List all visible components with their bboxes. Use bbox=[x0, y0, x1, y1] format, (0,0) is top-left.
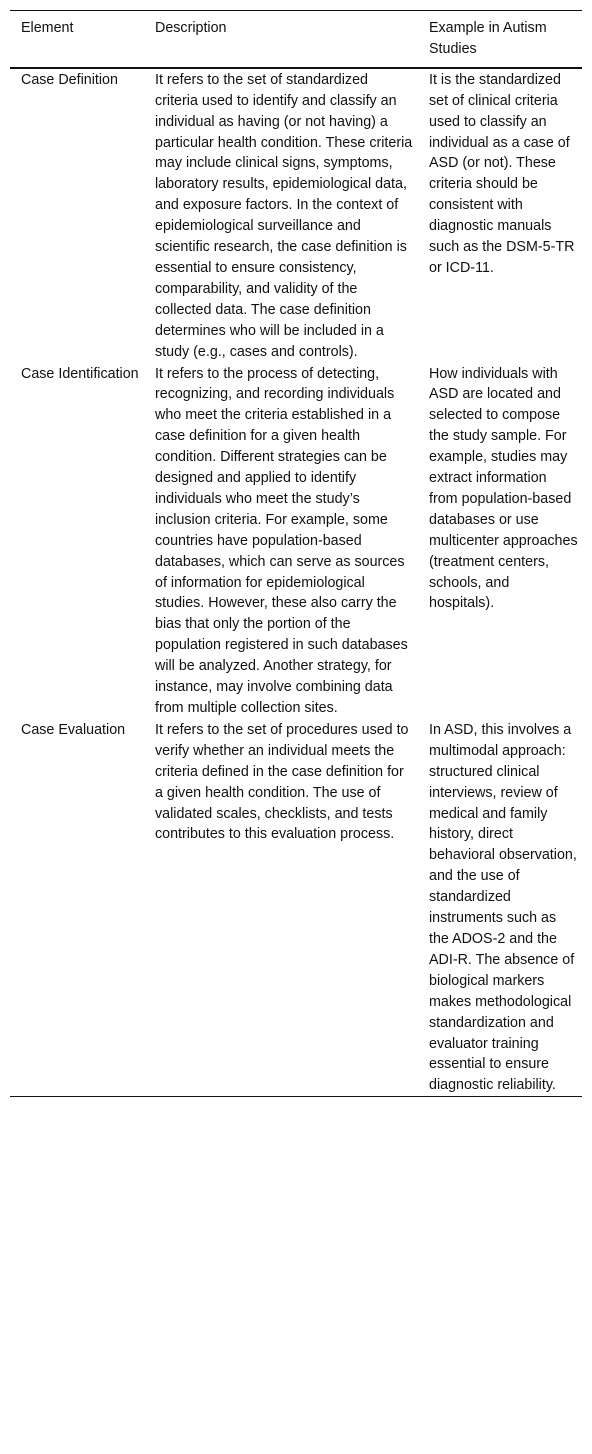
row-description-case-evaluation: It refers to the set of procedures used to verify whether an individual meets the criteria defined in the case definition for a given health condition. The use of validated scales, checklists, and tests contributes to this evaluation process. bbox=[155, 721, 409, 843]
table-header bbox=[10, 11, 582, 68]
row-example-case-identification: How individuals with ASD are located and selected to compose the study sample. For example, studies may extract information from population-based databases or use multicenter approaches (treatment centers, schools, and hospitals). bbox=[429, 365, 578, 612]
header-description: Description bbox=[155, 20, 227, 36]
header-example: Example in Autism Studies bbox=[429, 20, 547, 57]
row-element-case-definition: Case Definition bbox=[21, 71, 118, 88]
row-description-case-definition: It refers to the set of standardized criteria used to identify and classify an individual as having (or not having) a particular health condition. These criteria may include clinical signs, symptoms, laboratory results, epidemiological data, and exposure factors. In the context of epidemiological surveillance and scientific research, the case definition is essential to ensure consistency, comparability, and validity of the collected data. The case definition determines who will be included in a study (e.g., cases and controls). bbox=[155, 71, 413, 360]
row-example-case-evaluation: In ASD, this involves a multimodal approach: structured clinical interviews, review of medical and family history, direct behavioral observation, and the use of standardized instruments such as the ADOS-2 and the ADI-R. The absence of biological markers makes methodological standardization and evaluator training essential to ensure diagnostic reliability. bbox=[429, 721, 577, 1094]
table-body bbox=[10, 68, 582, 1097]
table-row bbox=[10, 719, 582, 1097]
definitions-table bbox=[10, 10, 582, 1097]
table-row bbox=[10, 68, 582, 363]
row-example-case-definition: It is the standardized set of clinical criteria used to classify an individual as a case of ASD (or not). These criteria should be consistent with diagnostic manuals such as the DSM-5-TR or ICD-11. bbox=[429, 71, 575, 276]
header-row bbox=[10, 11, 582, 68]
row-element-case-identification: Case Identification bbox=[21, 365, 139, 382]
table-row bbox=[10, 363, 582, 719]
row-description-case-identification: It refers to the process of detecting, recognizing, and recording individuals who meet the criteria established in a case definition for a given health condition. Different strategies can be designed and applied to identify individuals who meet the study’s inclusion criteria. For example, some countries have population-based databases, which can serve as sources of information for epidemiological studies. However, these also carry the bias that only the portion of the population registered in such databases will be analyzed. Another strategy, for instance, may involve combining data from multiple collection sites. bbox=[155, 365, 408, 716]
header-element: Element bbox=[21, 20, 74, 36]
table-container bbox=[10, 10, 582, 1097]
row-element-case-evaluation: Case Evaluation bbox=[21, 721, 126, 738]
